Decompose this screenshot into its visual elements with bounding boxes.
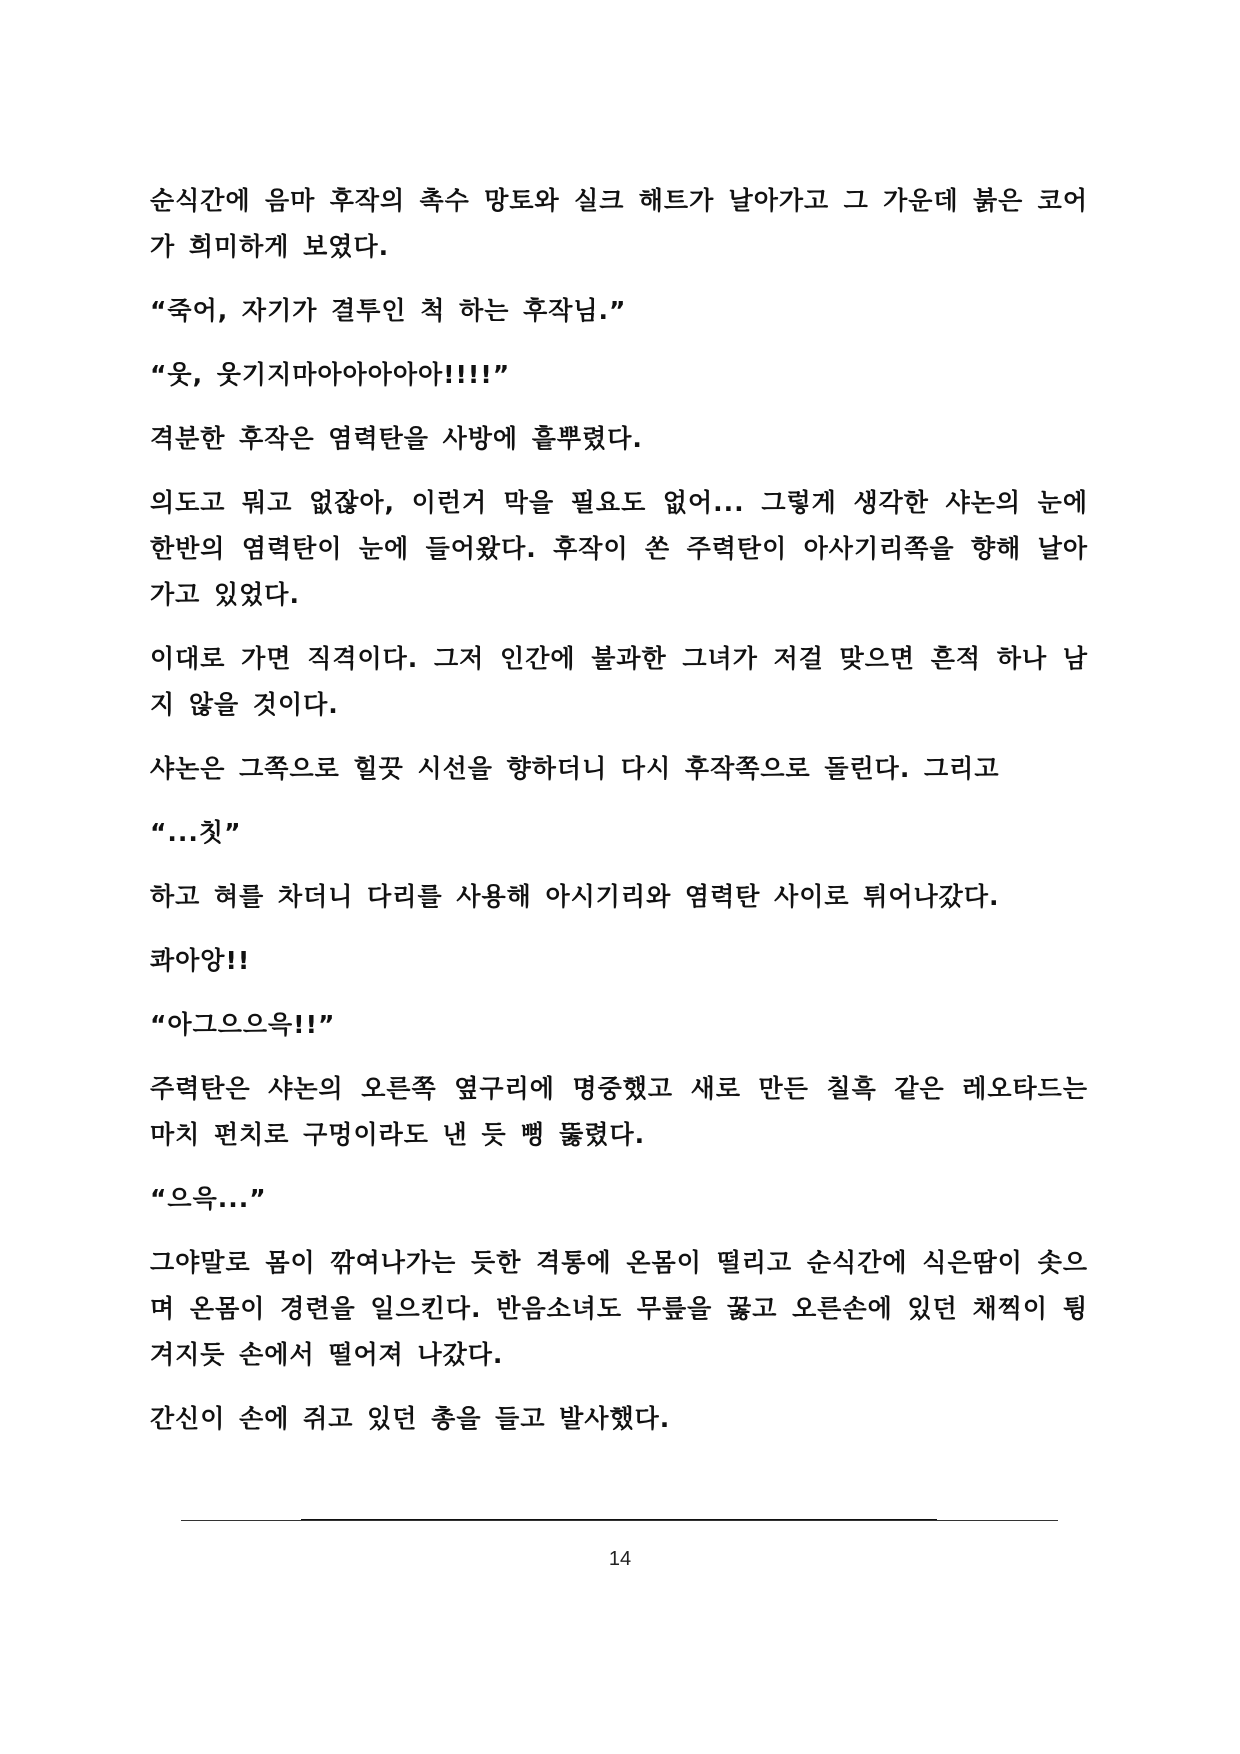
paragraph: 하고 혀를 차더니 다리를 사용해 아시기리와 염력탄 사이로 튀어나갔다. xyxy=(150,882,1000,911)
paragraph: 주력탄은 샤논의 오른쪽 옆구리에 명중했고 새로 만든 칠흑 같은 레오타드는 마치 펀치로 구멍이라도 낸 듯 뻥 뚫렸다. xyxy=(150,1074,1088,1149)
body-text xyxy=(150,178,1088,1442)
paragraph: 간신이 손에 쥐고 있던 총을 들고 발사했다. xyxy=(150,1404,671,1433)
paragraph: 콰아앙!! xyxy=(150,946,251,975)
paragraph: 샤논은 그쪽으로 힐끗 시선을 향하더니 다시 후작쪽으로 돌린다. 그리고 xyxy=(150,754,1000,783)
paragraph: 순식간에 음마 후작의 촉수 망토와 실크 해트가 날아가고 그 가운데 붉은 코어가 희미하게 보였다. xyxy=(150,186,1088,261)
paragraph: “...칫” xyxy=(150,818,242,847)
paragraph: 그야말로 몸이 깎여나가는 듯한 격통에 온몸이 떨리고 순식간에 식은땀이 솟으며 온몸이 경련을 일으킨다. 반음소녀도 무릎을 꿇고 오른손에 있던 채찍이 튕겨지듯 손에서 떨어져 나갔다. xyxy=(150,1248,1088,1369)
footer-divider-accent xyxy=(301,1519,937,1520)
paragraph: “아그으으윽!!” xyxy=(150,1010,336,1039)
page-number: 14 xyxy=(608,1548,632,1570)
paragraph: “죽어, 자기가 결투인 척 하는 후작님.” xyxy=(150,296,627,325)
paragraph: 이대로 가면 직격이다. 그저 인간에 불과한 그녀가 저걸 맞으면 흔적 하나 남지 않을 것이다. xyxy=(150,644,1088,719)
paragraph: “웃, 웃기지마아아아아아!!!!” xyxy=(150,360,511,389)
paragraph: “으윽...” xyxy=(150,1184,267,1213)
paragraph: 의도고 뭐고 없잖아, 이런거 막을 필요도 없어... 그렇게 생각한 샤논의 눈에 한반의 염력탄이 눈에 들어왔다. 후작이 쏜 주력탄이 아사기리쪽을 향해 날아가고 있었다. xyxy=(150,488,1088,609)
footer-divider xyxy=(181,1520,1058,1521)
paragraph: 격분한 후작은 염력탄을 사방에 흩뿌렸다. xyxy=(150,424,643,453)
